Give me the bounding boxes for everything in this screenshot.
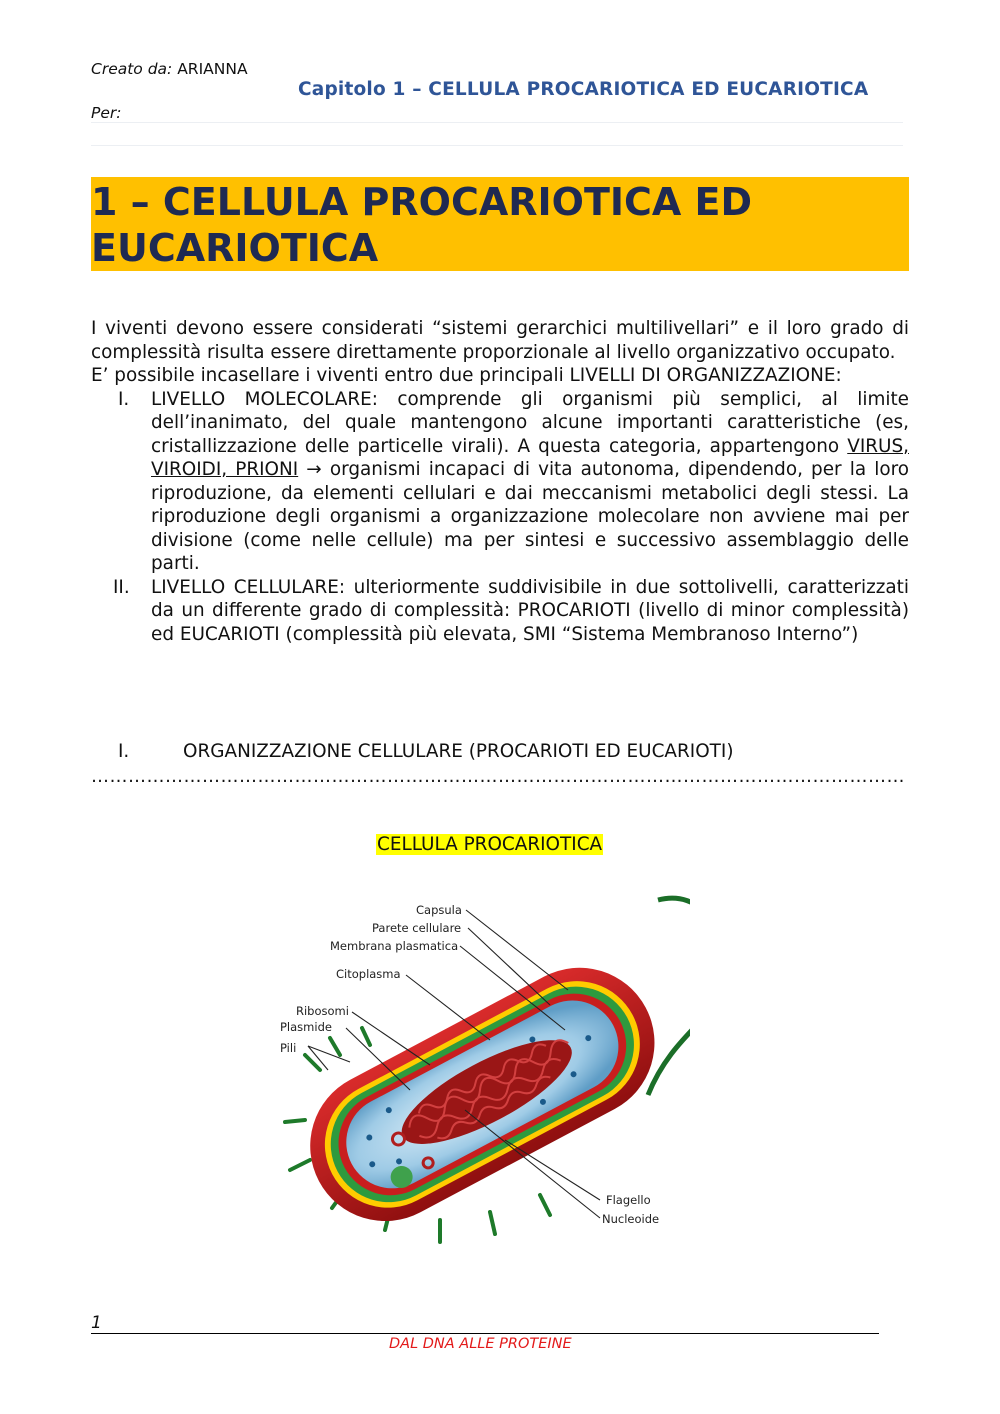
created-by-value: ARIANNA [172,60,248,78]
list-number: I. [118,388,130,410]
dotted-line: …………………………………………………………………………………………………………………… [91,766,905,787]
label-capsula: Capsula [416,903,462,917]
paragraph-intro: I viventi devono essere considerati “sistemi gerarchici multilivellari” e il loro grado di complessità risulta essere direttamente proporzionale al livello organizzativo occupato. [91,318,909,363]
label-plasmide: Plasmide [280,1020,332,1034]
footer-divider [91,1333,879,1334]
section-number: I. [118,741,130,762]
list-item [91,388,909,576]
created-by-label: Creato da: [91,60,173,78]
levels-list [91,388,909,647]
flagellum-shape [648,898,690,1095]
label-parete: Parete cellulare [372,921,462,935]
page-number: 1 [91,1313,102,1333]
label-citoplasma: Citoplasma [336,967,401,981]
label-membrana: Membrana plasmatica [330,939,459,953]
body-text [91,317,909,646]
label-nucleoide: Nucleoide [602,1212,660,1226]
underlined-text: VIRUS, VIROIDI, PRIONI [151,435,909,480]
created-by [91,60,248,78]
list-number: II. [113,576,130,598]
list-text-continued: organismi incapaci di vita autonoma, dipendendo, per la loro riproduzione, da elementi cellulari e dai meccanismi metabolici degli stessi. La riproduzione degli organismi a organizzazione molecolare non avviene mai per divisione (come nelle cellule) ma per sintesi e successivo assemblaggio delle parti. [151,459,909,574]
figure-caption: CELLULA PROCARIOTICA [377,834,603,855]
section-title: ORGANIZZAZIONE CELLULARE (PROCARIOTI ED EUCARIOTI) [183,741,734,762]
label-ribosomi: Ribosomi [296,1004,349,1018]
footer-text: DAL DNA ALLE PROTEINE [389,1336,572,1352]
flagellum-shape [655,890,690,1095]
list-item [91,576,909,647]
title-banner [91,177,909,271]
label-flagello: Flagello [606,1193,651,1207]
header-divider [91,122,903,123]
label-pili: Pili [280,1041,297,1055]
for-label: Per: [91,104,122,122]
list-text: LIVELLO CELLULARE: ulteriormente suddivisibile in due sottolivelli, caratterizzati da un differente grado di complessità: PROCARIOTI (livello di minor complessità) ed EUCARIOTI (complessità più elevata, SMI “Sistema Membranoso Interno”) [151,576,909,645]
header-divider-2 [91,145,903,146]
page-title: 1 – CELLULA PROCARIOTICA ED EUCARIOTICA [91,180,753,270]
list-text: LIVELLO MOLECOLARE: comprende gli organismi più semplici, al limite dell’inanimato, del quale mantengono alcune importanti caratteristiche (es, cristallizzazione delle particelle virali). A questa categoria, appartengono [151,388,909,457]
prokaryotic-cell-diagram [250,890,690,1280]
arrow-icon: → [298,459,330,480]
paragraph-levels: E’ possibile incasellare i viventi entro due principali LIVELLI DI ORGANIZZAZIONE: [91,365,842,386]
chapter-header: Capitolo 1 – CELLULA PROCARIOTICA ED EUCARIOTICA [298,79,869,100]
